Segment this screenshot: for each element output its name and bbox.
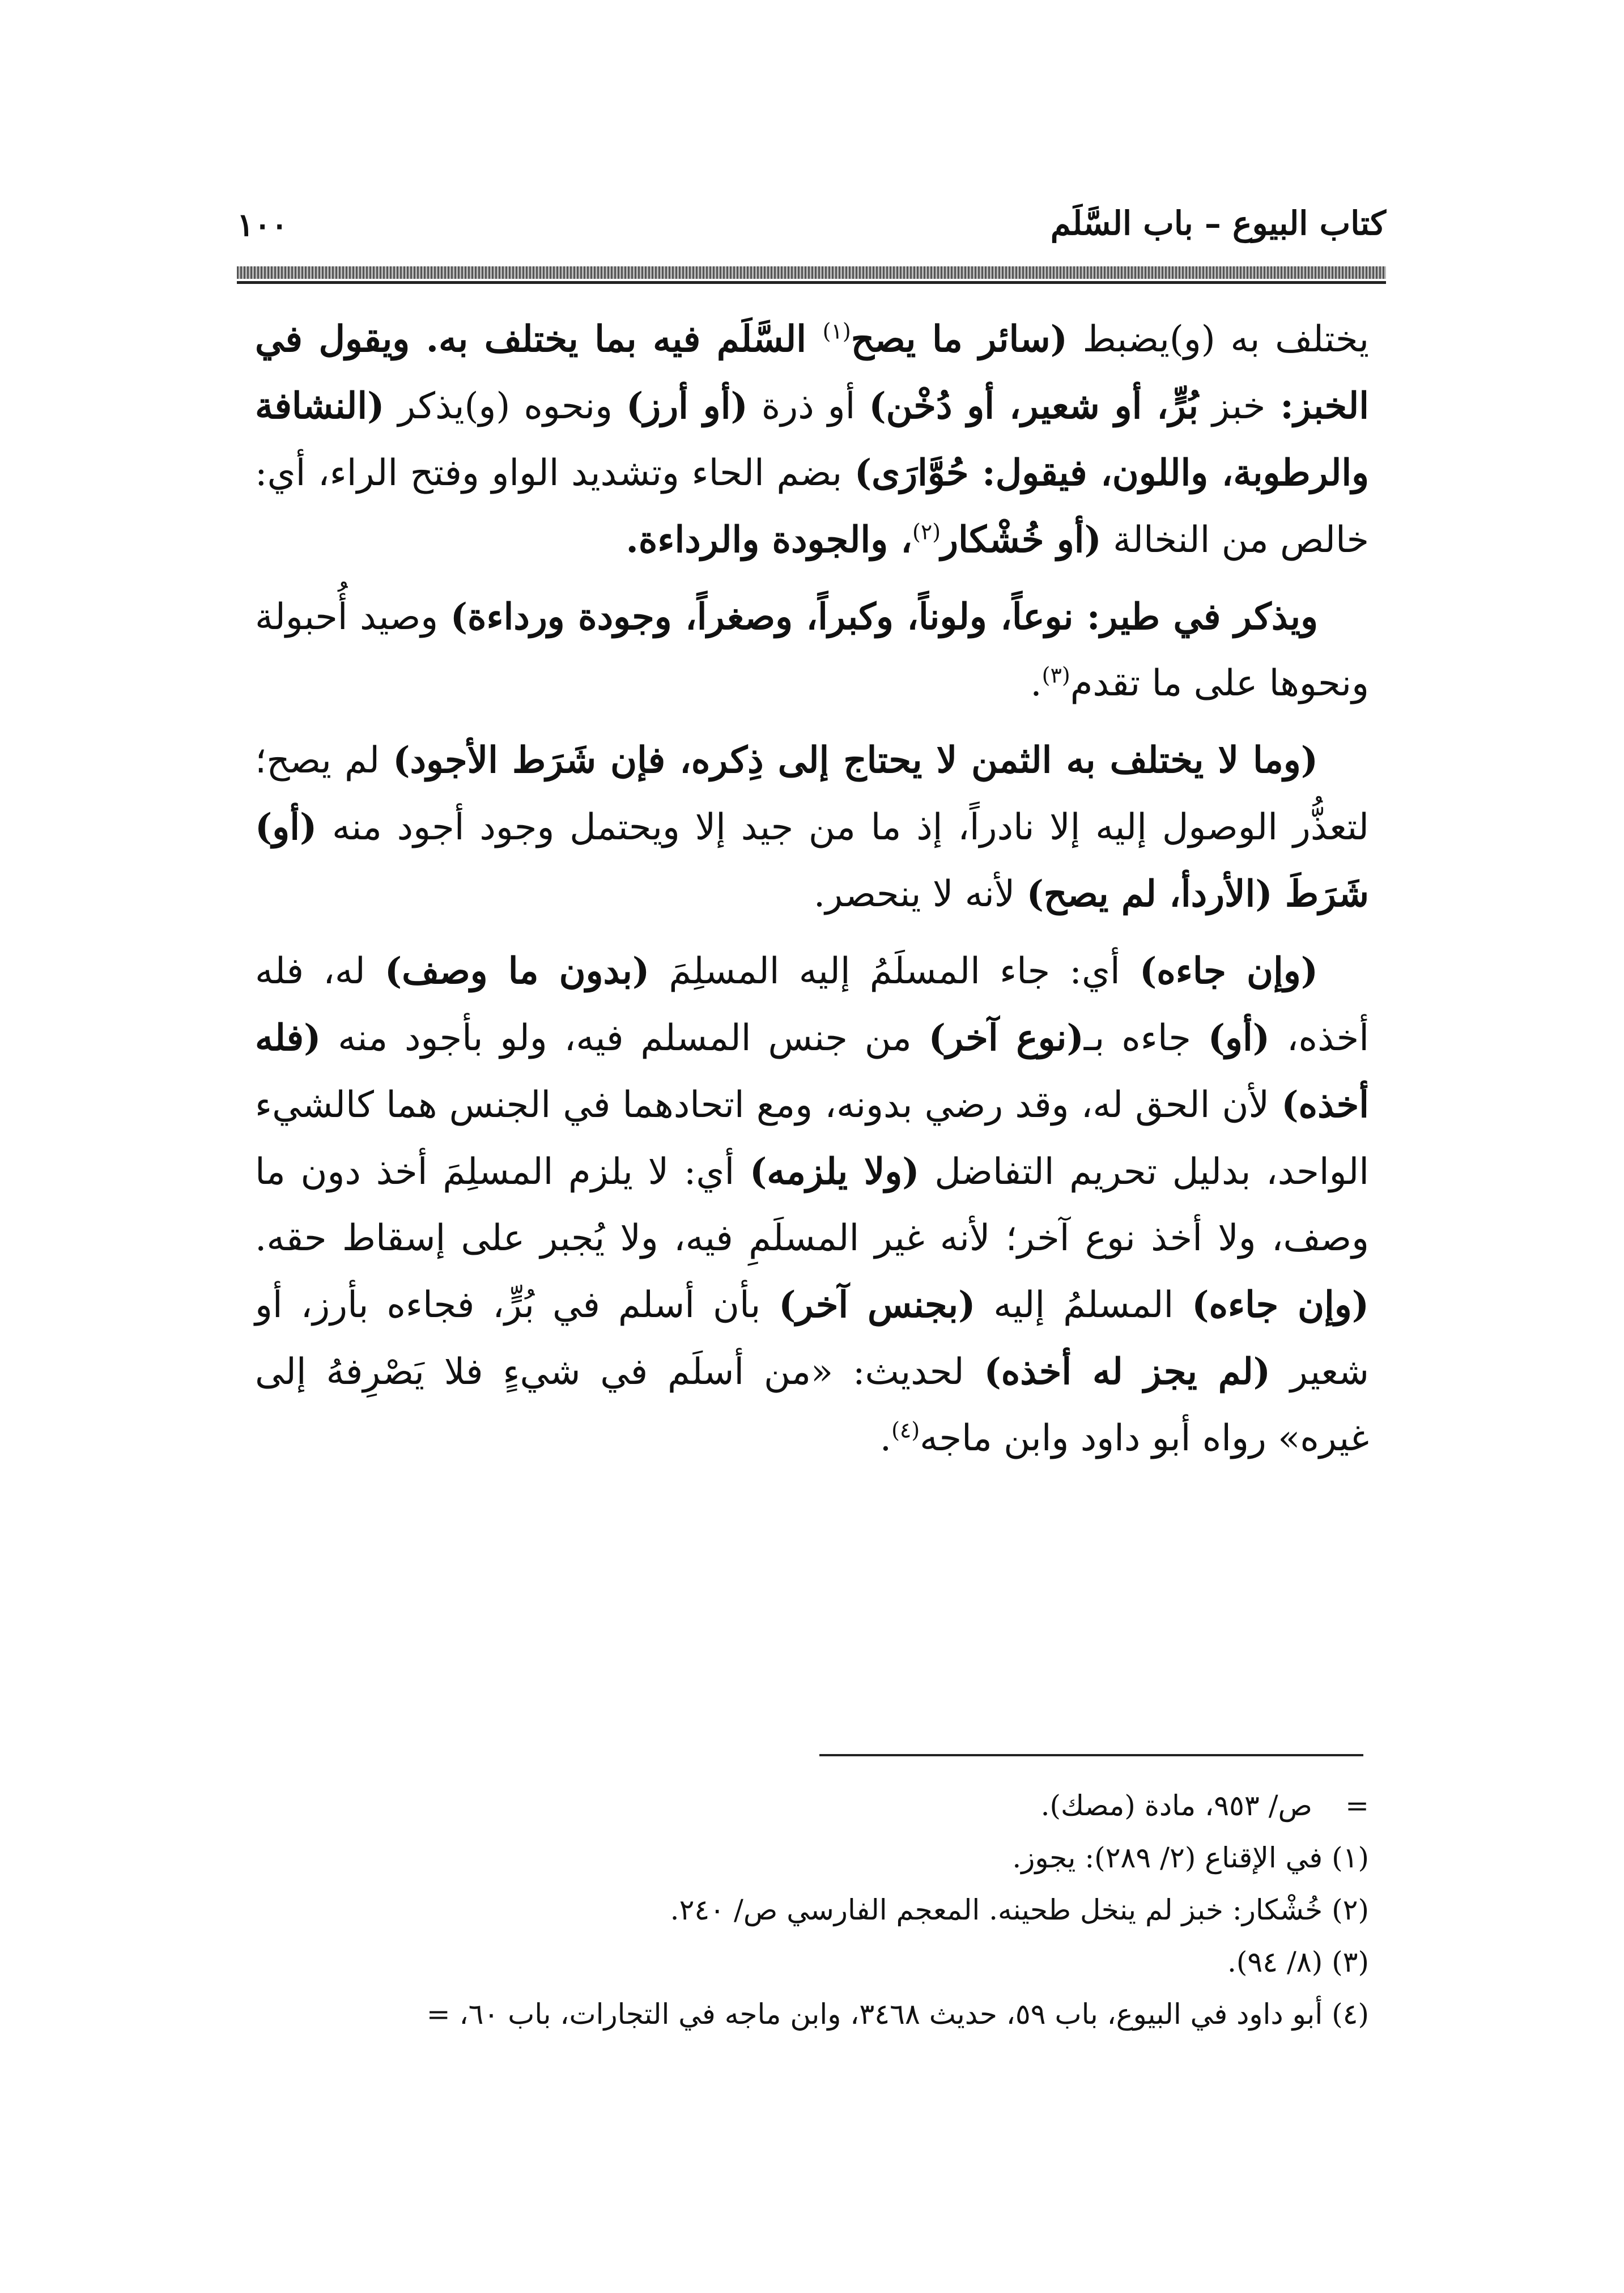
bold-run: السَّلَم فيه بما يختلف به.: [410, 318, 823, 360]
footnote-ref-4[interactable]: (٤): [891, 1417, 920, 1443]
footnote-ref-3[interactable]: (٣): [1041, 663, 1070, 688]
bold-run: (أو) شَرَطَ (الأردأ، لم يصح): [255, 806, 1369, 915]
footnote-1: (١) في الإقناع (٢/ ٢٨٩): يجوز.: [1012, 1841, 1369, 1874]
text-run: .: [879, 1417, 892, 1459]
header-divider-line: [237, 281, 1386, 284]
bold-run: (وما لا يختلف به الثمن لا يحتاج إلى ذِكره، فإن شَرَط الأجود): [393, 739, 1319, 782]
footnote-2: (٢) خُشْكار: خبز لم ينخل طحينه. المعجم الفارسي ص/ ٢٤٠.: [670, 1893, 1369, 1926]
chapter-title: كتاب البيوع – باب السَّلَم: [1050, 204, 1386, 243]
paragraph-1: [255, 306, 1369, 574]
paragraph-4: [255, 938, 1369, 1472]
bold-run: (نوع آخر): [928, 1017, 1084, 1059]
text-run: المسلمُ إليه: [975, 1284, 1192, 1326]
text-run: ونحوه (و)يذكر: [384, 385, 626, 427]
paragraph-3: [255, 727, 1369, 928]
paragraph-2: [255, 584, 1369, 717]
bold-run: (النشافة والرطوبة، واللون، فيقول: حُوَّارَى): [255, 385, 1370, 494]
bold-run: (وإن جاءه): [1139, 950, 1318, 992]
bold-run: (أو خُشْكار: [941, 519, 1102, 561]
footnote-ref-1[interactable]: (١): [822, 319, 851, 344]
main-text: [255, 306, 1369, 1472]
bold-run: (بدون ما وصف): [384, 950, 650, 992]
text-run: بأن أسلم في بُرٍّ، فجاءه بأرز، أو شعير: [255, 1284, 1370, 1393]
text-run: لم يصح؛ لتعذُّر الوصول إليه إلا نادراً، إذ ما من جيد إلا ويحتمل وجود أجود منه: [255, 740, 1369, 848]
text-run: لأنه لا ينحصر.: [813, 873, 1027, 915]
bold-run: (لم يجز له أخذه): [984, 1351, 1271, 1393]
bold-run: بُرٍّ، أو شعير، أو دُخْن): [869, 385, 1199, 427]
footnote-4: (٤) أبو داود في البيوع، باب ٥٩، حديث ٣٤٦٨، وابن ماجه في التجارات، باب ٦٠، =: [426, 1998, 1369, 2031]
bold-run: (فله أخذه): [255, 1017, 1369, 1126]
footnotes: [170, 1780, 1369, 2040]
bold-run: (بجنس آخر): [779, 1284, 976, 1326]
footnote-text: ص/ ٩٥٣، مادة (مصك).: [1040, 1789, 1312, 1822]
footnote-ref-2[interactable]: (٢): [912, 519, 941, 545]
text-run: لحديث: «من أسلَم في شيءٍ فلا يَصْرِفهُ إلى غيره» رواه أبو داود وابن ماجه: [255, 1351, 1369, 1459]
page-number: ١٠٠: [237, 206, 288, 244]
text-run: جاءه بـ: [1083, 1017, 1208, 1059]
bold-run: (سائر ما يصح: [851, 318, 1068, 360]
header-divider: [237, 266, 1386, 279]
text-run: بضم الحاء وتشديد الواو وفتح الراء، أي: خالص من النخالة: [255, 452, 1369, 561]
text-run: من جنس المسلم فيه، ولو بأجود منه: [321, 1017, 929, 1059]
running-header: [237, 204, 1386, 261]
text-run: يختلف به (و)يضبط: [1067, 319, 1370, 360]
bold-run: ، والجودة والرداءة.: [626, 519, 913, 561]
text-run: له، فله أخذه،: [255, 950, 1370, 1059]
text-run: أي: جاء المسلَمُ إليه المسلِمَ: [649, 950, 1140, 992]
footnote-separator: [819, 1754, 1363, 1756]
bold-run: (وإن جاءه): [1192, 1284, 1370, 1326]
text-run: خبز: [1198, 385, 1266, 427]
bold-run: (أو): [1208, 1017, 1270, 1059]
footnote-continuation: [170, 1780, 1369, 1832]
footnote-3: (٣) (٨/ ٩٤).: [1227, 1946, 1369, 1978]
bold-run: (أو أرز): [626, 385, 748, 427]
continuation-marker: =: [1345, 1789, 1369, 1822]
bold-run: (ولا يلزمه): [750, 1150, 920, 1193]
text-run: أي: لا يلزم المسلِمَ أخذ دون ما وصف، ولا أخذ نوع آخر؛ لأنه غير المسلَمِ فيه، ولا يُجبر على إسقاط حقه.: [255, 1151, 1370, 1259]
text-run: .: [1030, 663, 1042, 704]
text-run: أو ذرة: [747, 385, 869, 427]
bold-run: ويذكر في طير: نوعاً، ولوناً، وكبراً، وصغراً، وجودة ورداءة): [450, 596, 1319, 638]
bold-run: ويقول في الخبز:: [255, 318, 1370, 427]
text-run: لأن الحق له، وقد رضي بدونه، ومع اتحادهما في الجنس هما كالشيء الواحد، بدليل تحريم التفاضل: [255, 1084, 1370, 1193]
text-run: وصيد أُحبولة ونحوها على ما تقدم: [255, 596, 1369, 704]
